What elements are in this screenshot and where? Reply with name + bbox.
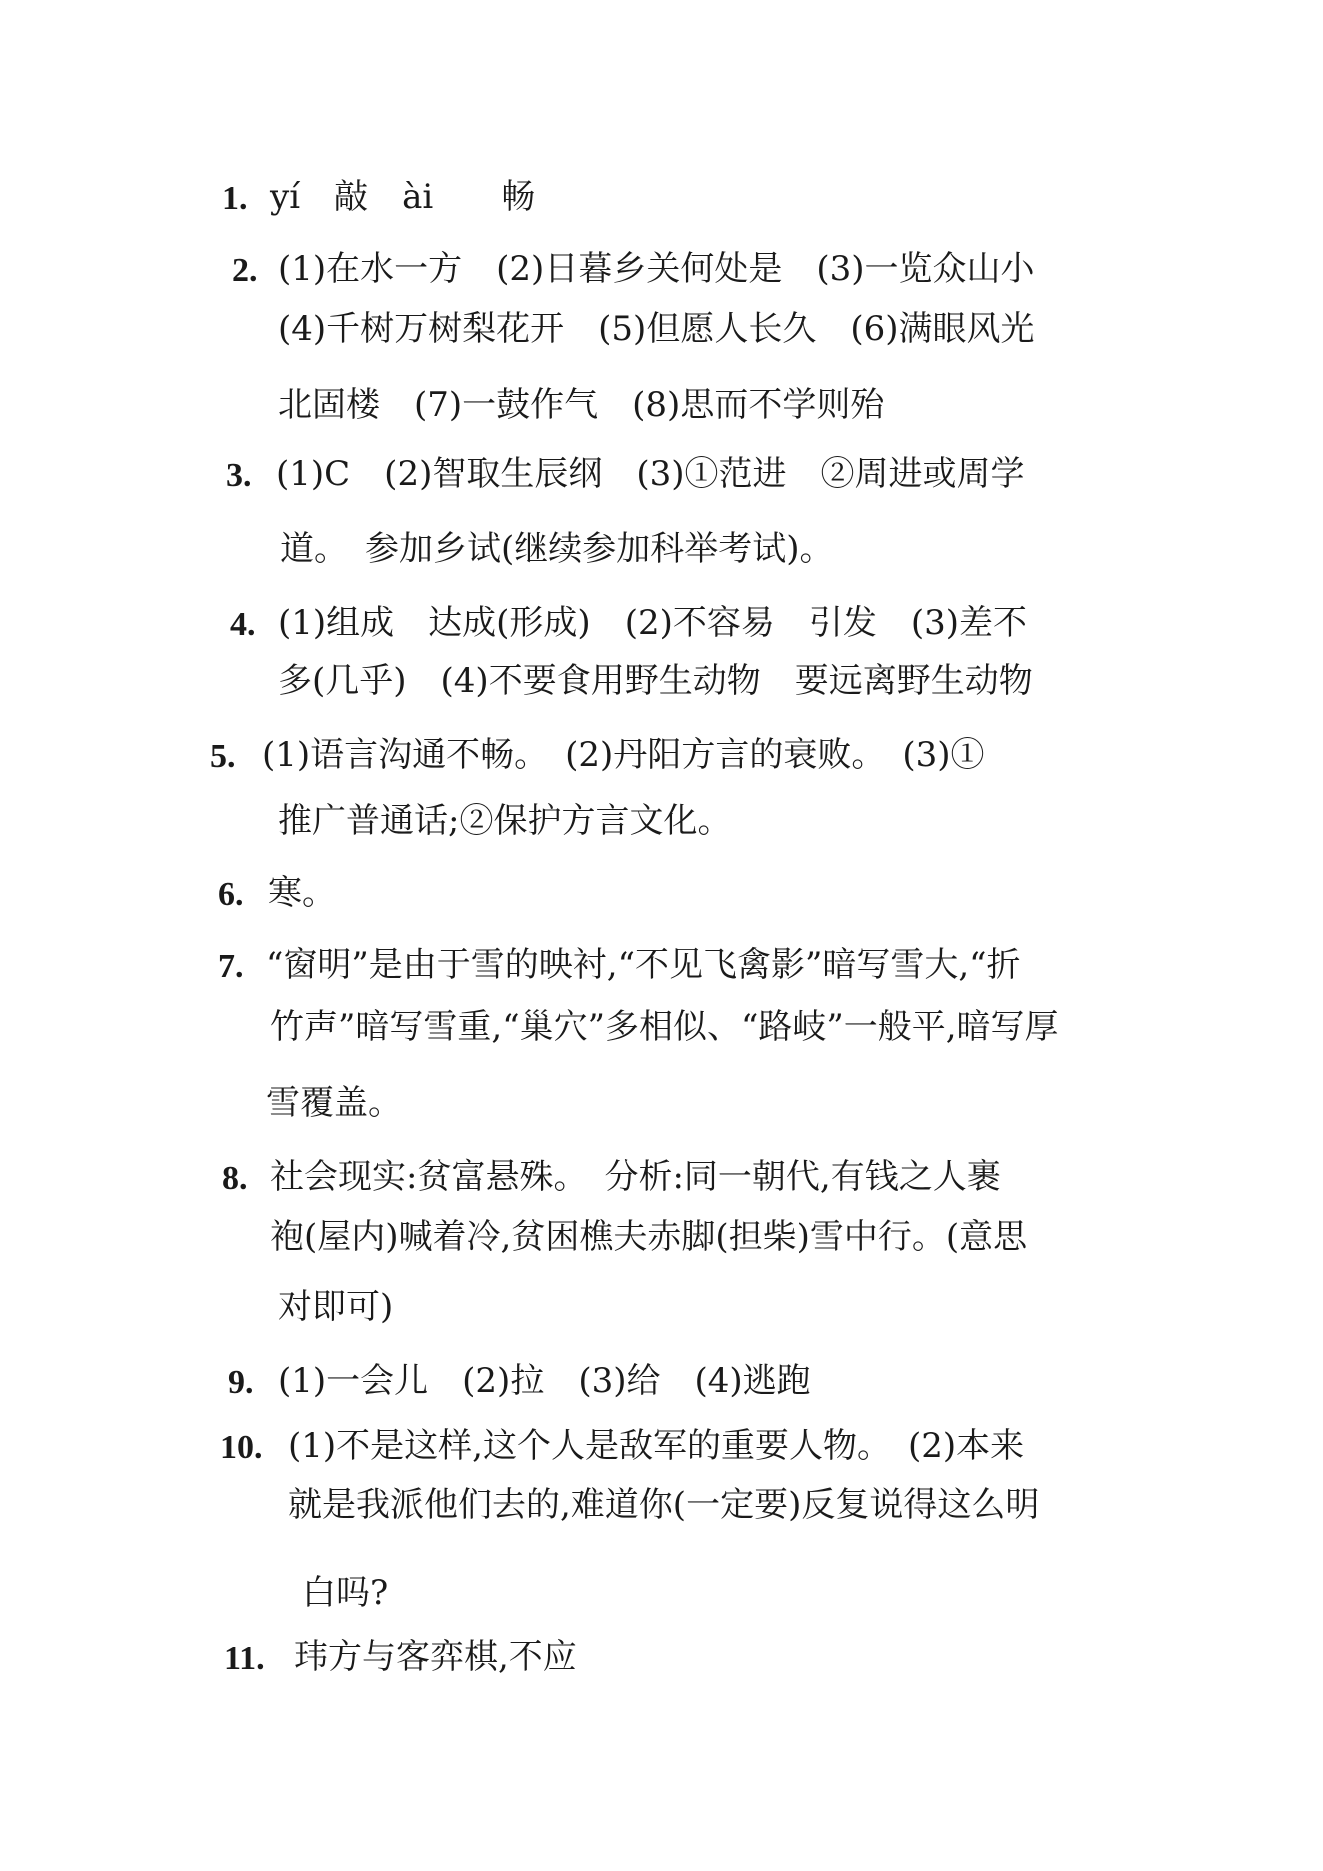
answer-number: 10. — [220, 1429, 263, 1466]
answer-number: 9. — [228, 1364, 254, 1401]
answer-line: 社会现实:贫富悬殊。 分析:同一朝代,有钱之人裹 — [270, 1157, 1001, 1197]
answer-line: “窗明”是由于雪的映衬,“不见飞禽影”暗写雪大,“折 — [266, 945, 1021, 985]
answer-line: 北固楼 (7)一鼓作气 (8)思而不学则殆 — [278, 385, 885, 425]
answer-line: 玮方与客弈棋,不应 — [294, 1637, 577, 1677]
answer-line: (1)组成 达成(形成) (2)不容易 引发 (3)差不 — [278, 603, 1028, 643]
answer-line: (4)千树万树梨花开 (5)但愿人长久 (6)满眼风光 — [278, 309, 1035, 349]
answer-line: 推广普通话;②保护方言文化。 — [278, 801, 732, 841]
answer-line: (1)在水一方 (2)日暮乡关何处是 (3)一览众山小 — [278, 249, 1035, 289]
answer-number: 2. — [232, 252, 258, 289]
answer-line: 雪覆盖。 — [266, 1083, 402, 1123]
answer-number: 1. — [222, 180, 248, 217]
answer-line: (1)C (2)智取生辰纲 (3)①范进 ②周进或周学 — [276, 454, 1025, 494]
answer-line: 袍(屋内)喊着冷,贫困樵夫赤脚(担柴)雪中行。(意思 — [270, 1217, 1028, 1257]
answer-number: 8. — [222, 1160, 248, 1197]
answer-line: yí 敲 ài 畅 — [270, 177, 536, 217]
answer-number: 5. — [210, 738, 236, 775]
answer-number: 11. — [224, 1640, 265, 1677]
answer-line: 竹声”暗写雪重,“巢穴”多相似、“路岐”一般平,暗写厚 — [270, 1007, 1059, 1047]
answer-line: 白吗? — [302, 1573, 389, 1613]
answer-number: 6. — [218, 876, 244, 913]
answer-number: 7. — [218, 948, 244, 985]
answer-line: 道。 参加乡试(继续参加科举考试)。 — [280, 529, 834, 569]
answer-number: 3. — [226, 457, 252, 494]
answer-line: (1)一会儿 (2)拉 (3)给 (4)逃跑 — [278, 1361, 811, 1401]
answer-line: 对即可) — [278, 1287, 394, 1327]
answer-line: 多(几乎) (4)不要食用野生动物 要远离野生动物 — [278, 661, 1033, 701]
answer-line: 就是我派他们去的,难道你(一定要)反复说得这么明 — [288, 1485, 1040, 1525]
answer-number: 4. — [230, 606, 256, 643]
answer-line: (1)语言沟通不畅。 (2)丹阳方言的衰败。 (3)① — [262, 735, 985, 775]
answer-line: (1)不是这样,这个人是敌军的重要人物。 (2)本来 — [288, 1426, 1025, 1466]
answer-line: 寒。 — [268, 873, 336, 913]
